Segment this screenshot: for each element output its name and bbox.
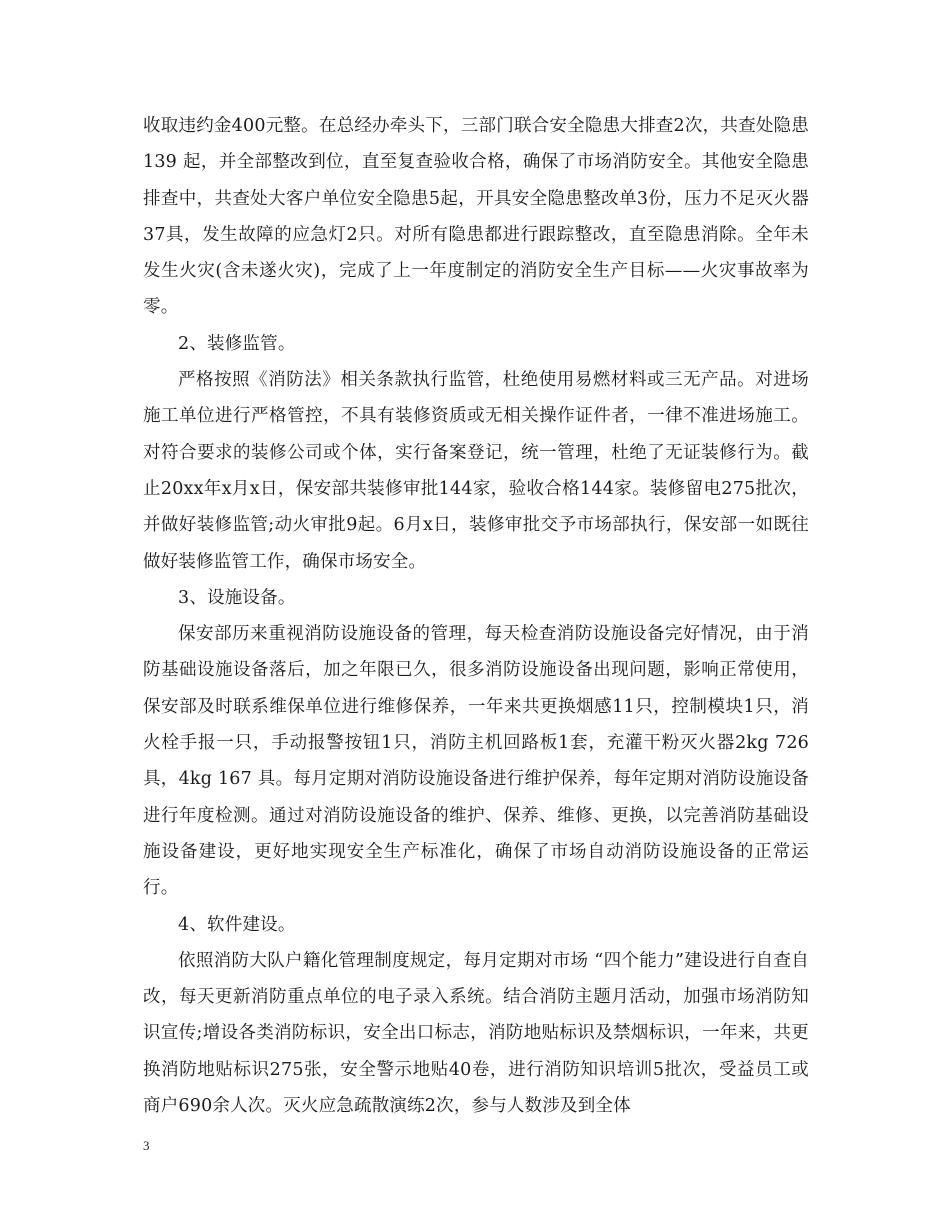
document-body	[143, 108, 809, 1124]
section-heading-renovation: 2、装修监管。	[178, 333, 296, 354]
paragraph-violation-fines: 收取违约金400元整。在总经办牵头下，三部门联合安全隐患大排查2次，共查处隐患 139 起，并全部整改到位，直至复查验收合格，确保了市场消防安全。其他安全隐患排查中，共查处大客户单位安全隐患5起，开具安全隐患整改单3份，压力不足灭火器37具，发生故障的应急灯2只。对所有隐患都进行跟踪整改，直至隐患消除。全年未发生火灾(含未遂火灾)，完成了上一年度制定的消防安全生产目标——火灾事故率为零。	[143, 116, 809, 318]
section-heading-software: 4、软件建设。	[178, 914, 296, 935]
section-heading-facilities: 3、设施设备。	[178, 587, 296, 608]
paragraph-facilities: 保安部历来重视消防设施设备的管理，每天检查消防设施设备完好情况，由于消防基础设施设备落后，加之年限已久，很多消防设施设备出现问题，影响正常使用，保安部及时联系维保单位进行维修保养，一年来共更换烟感11只，控制模块1只，消火栓手报一只，手动报警按钮1只，消防主机回路板1套，充灌干粉灭火器2kg 726 具，4kg 167 具。每月定期对消防设施设备进行维护保养，每年定期对消防设施设备进行年度检测。通过对消防设施设备的维护、保养、维修、更换，以完善消防基础设施设备建设，更好地实现安全生产标准化，确保了市场自动消防设施设备的正常运行。	[143, 624, 809, 899]
paragraph-renovation: 严格按照《消防法》相关条款执行监管，杜绝使用易燃材料或三无产品。对进场施工单位进行严格管控，不具有装修资质或无相关操作证件者，一律不准进场施工。对符合要求的装修公司或个体，实行备案登记，统一管理，杜绝了无证装修行为。截止20xx年x月x日，保安部共装修审批144家，验收合格144家。装修留电275批次，并做好装修监管;动火审批9起。6月x日，装修审批交予市场部执行，保安部一如既往做好装修监管工作，确保市场安全。	[143, 370, 809, 572]
paragraph-software: 依照消防大队户籍化管理制度规定，每月定期对市场 “四个能力”建设进行自查自改，每天更新消防重点单位的电子录入系统。结合消防主题月活动，加强市场消防知识宣传;增设各类消防标识，安全出口标志，消防地贴标识及禁烟标识，一年来，共更换消防地贴标识275张，安全警示地贴40卷，进行消防知识培训5批次，受益员工或商户690余人次。灭火应急疏散演练2次，参与人数涉及到全体	[143, 950, 809, 1117]
page-number: 3	[143, 1138, 150, 1153]
